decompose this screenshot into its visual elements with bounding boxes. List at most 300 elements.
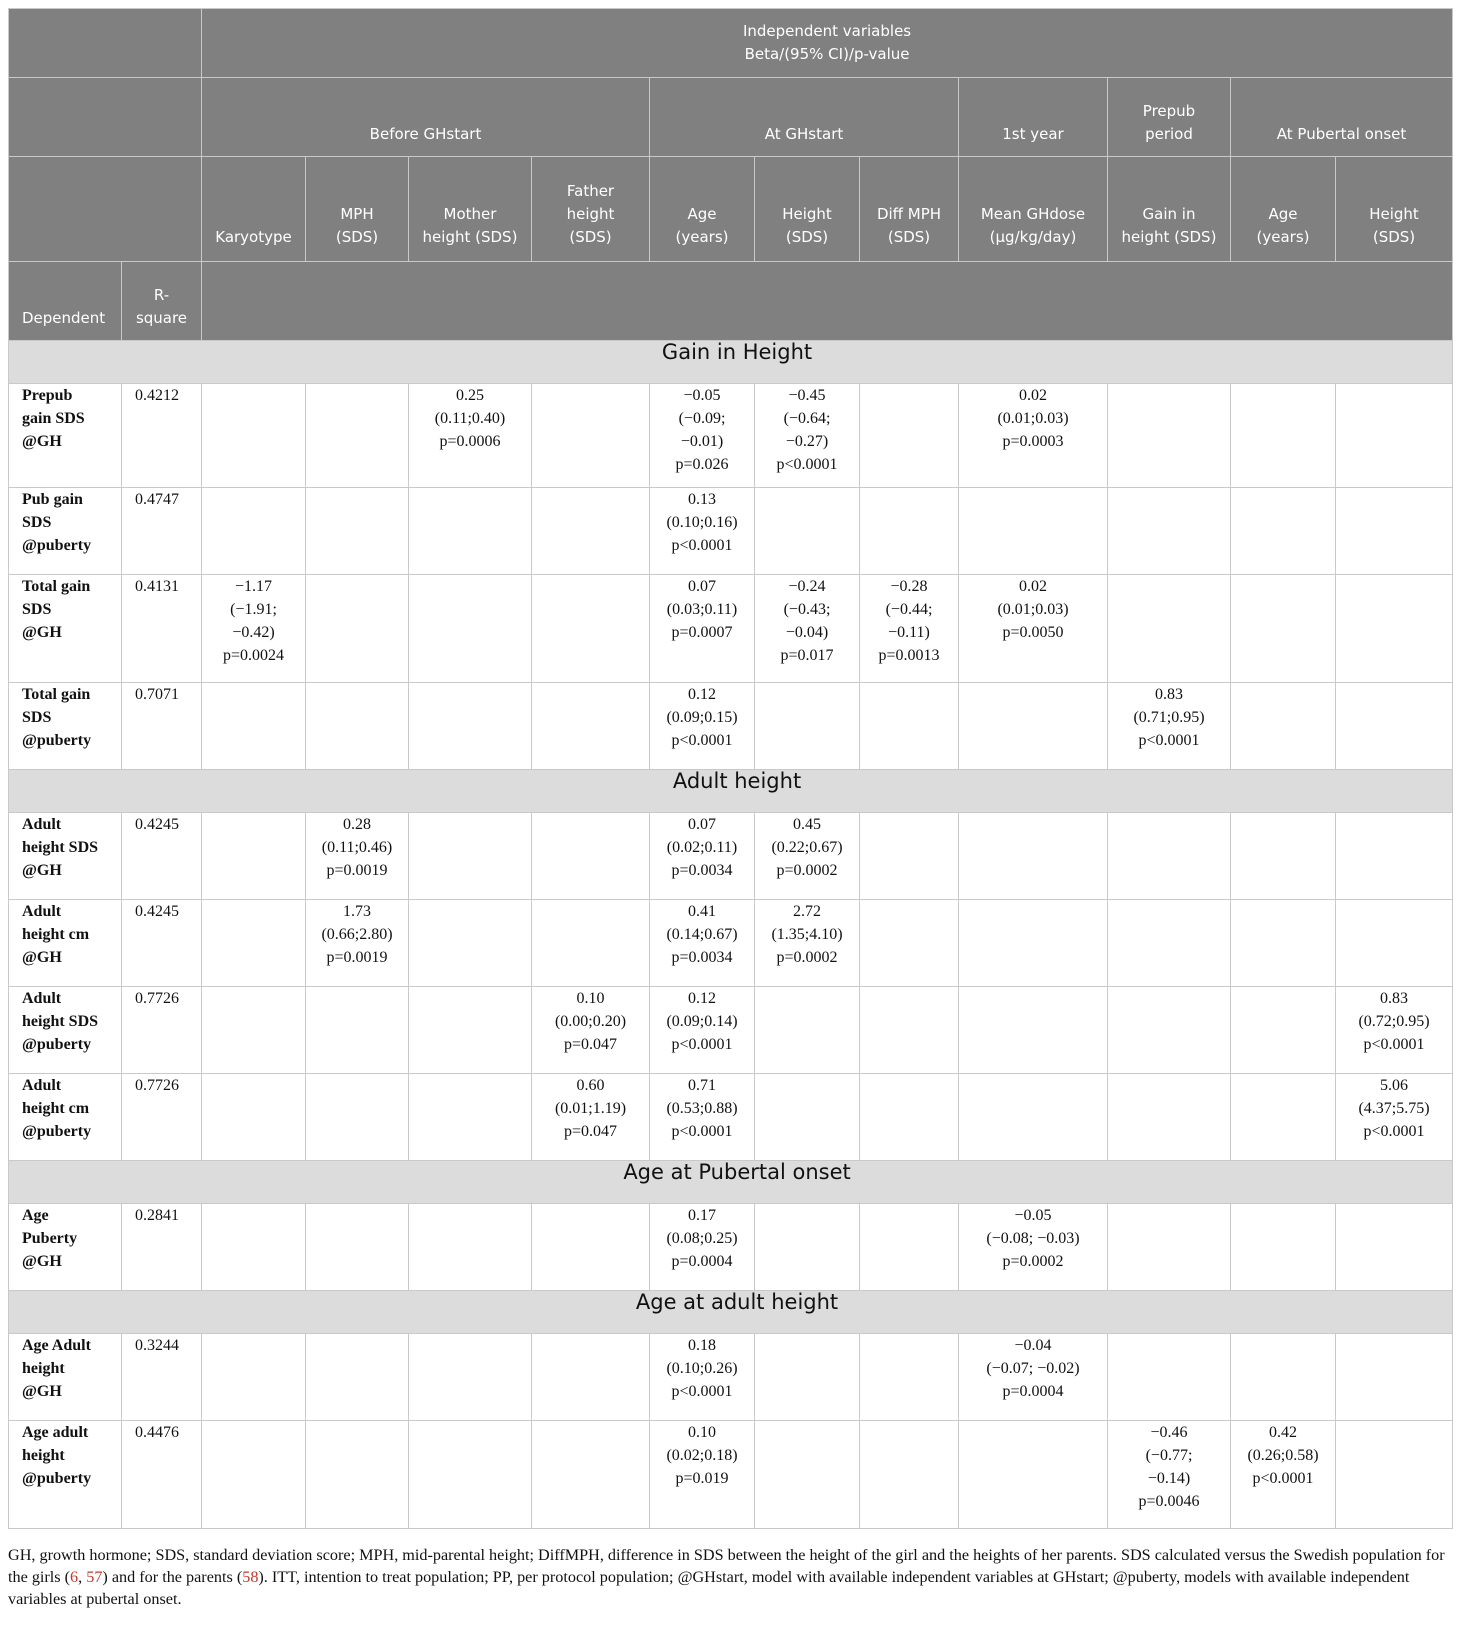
value-line: 0.18 (688, 1337, 716, 1354)
dependent-line: @puberty (22, 537, 92, 554)
col-father-height (532, 157, 650, 262)
regression-table (8, 8, 1453, 1529)
value-cell (306, 384, 409, 488)
ref-link[interactable]: 6 (70, 1568, 79, 1586)
value-cell (409, 900, 532, 987)
value-line: (0.10;0.16) (666, 514, 738, 531)
value-cell (860, 1074, 959, 1161)
value-cell (1336, 1334, 1453, 1421)
value-cell (959, 1334, 1108, 1421)
col-diff-mph (860, 157, 959, 262)
value-line: −0.05 (1014, 1207, 1052, 1224)
value-cell (409, 987, 532, 1074)
column-label-line: (µg/kg/day) (989, 228, 1077, 246)
value-cell (959, 813, 1108, 900)
value-cell (1336, 900, 1453, 987)
value-line: p=0.0007 (671, 624, 733, 641)
value-line: −0.05 (683, 387, 721, 404)
value-line: (0.03;0.11) (666, 601, 738, 618)
value-cell (1336, 683, 1453, 770)
value-line: (0.72;0.95) (1358, 1013, 1430, 1030)
dependent-line: Adult (22, 903, 62, 920)
value-cell (1231, 813, 1336, 900)
dependent-line: @puberty (22, 1470, 92, 1487)
value-cell (860, 1334, 959, 1421)
rsquare-cell: 0.2841 (122, 1204, 202, 1291)
value-cell (755, 1204, 860, 1291)
group-before-gh: Before GHstart (202, 78, 650, 157)
value-cell (409, 1334, 532, 1421)
value-cell (959, 384, 1108, 488)
value-line: −1.17 (234, 578, 273, 595)
value-line: p=0.0046 (1138, 1493, 1200, 1510)
value-cell (1231, 1421, 1336, 1529)
col-age-gh (650, 157, 755, 262)
column-label-line: Age (1268, 205, 1298, 223)
value-cell (202, 1074, 306, 1161)
ref-link[interactable]: 58 (242, 1568, 259, 1586)
value-line: p=0.019 (675, 1470, 729, 1487)
dependent-cell (9, 1334, 122, 1421)
dependent-line: SDS (22, 601, 52, 618)
value-cell (532, 900, 650, 987)
value-line: −0.04) (785, 624, 829, 641)
dependent-line: SDS (22, 514, 52, 531)
value-line: (0.22;0.67) (771, 839, 843, 856)
value-line: (0.09;0.15) (666, 709, 738, 726)
table-row (9, 683, 1453, 770)
value-cell (1231, 1334, 1336, 1421)
dependent-line: Age (22, 1207, 49, 1224)
col-karyotype (202, 157, 306, 262)
table-row (9, 1421, 1453, 1529)
rsquare-cell: 0.4747 (122, 488, 202, 575)
section-title: Gain in Height (9, 341, 1453, 384)
value-cell (532, 813, 650, 900)
value-line: −0.45 (788, 387, 826, 404)
column-label-line: (SDS) (887, 228, 931, 246)
group-at-gh: At GHstart (650, 78, 959, 157)
value-cell (409, 683, 532, 770)
table-row (9, 1074, 1453, 1161)
dependent-line: @GH (22, 433, 62, 450)
column-label-line: Height (782, 205, 832, 223)
col-mother-height (409, 157, 532, 262)
value-line: (1.35;4.10) (771, 926, 843, 943)
value-cell (409, 384, 532, 488)
dependent-cell (9, 384, 122, 488)
ref-link[interactable]: 57 (86, 1568, 103, 1586)
value-line: p=0.0024 (222, 647, 285, 664)
dependent-cell (9, 1074, 122, 1161)
value-line: 0.13 (688, 491, 716, 508)
value-line: (0.09;0.14) (666, 1013, 738, 1030)
col-height-gh (755, 157, 860, 262)
value-cell (1231, 1074, 1336, 1161)
value-cell (202, 384, 306, 488)
rsquare-cell: 0.4245 (122, 813, 202, 900)
value-cell (202, 900, 306, 987)
value-cell (1108, 683, 1231, 770)
table-row (9, 1204, 1453, 1291)
dependent-line: @GH (22, 1383, 62, 1400)
value-cell (1231, 488, 1336, 575)
value-cell (532, 1334, 650, 1421)
value-cell (755, 575, 860, 683)
value-cell (959, 488, 1108, 575)
value-line: 5.06 (1380, 1077, 1409, 1094)
value-line: p=0.0013 (878, 647, 940, 664)
value-cell (1108, 575, 1231, 683)
dependent-line: @GH (22, 624, 62, 641)
value-cell (860, 813, 959, 900)
dependent-line: Adult (22, 990, 62, 1007)
value-cell (650, 488, 755, 575)
value-cell (1231, 1204, 1336, 1291)
value-cell (959, 1421, 1108, 1529)
value-cell (409, 1074, 532, 1161)
value-line: 0.10 (688, 1424, 716, 1441)
value-line: 0.45 (793, 816, 821, 833)
dependent-line: @puberty (22, 732, 92, 749)
independent-title: Independent variables (742, 22, 912, 40)
dependent-line: @GH (22, 862, 62, 879)
value-cell (306, 488, 409, 575)
dependent-cell (9, 575, 122, 683)
value-cell (532, 987, 650, 1074)
col-gh-dose (959, 157, 1108, 262)
value-cell (959, 683, 1108, 770)
value-cell (860, 575, 959, 683)
value-cell (1108, 1204, 1231, 1291)
dependent-line: @puberty (22, 1123, 92, 1140)
value-line: p=0.0034 (671, 949, 733, 966)
value-line: 0.12 (688, 990, 716, 1007)
value-line: p=0.0003 (1002, 433, 1064, 450)
value-line: p<0.0001 (1252, 1470, 1314, 1487)
value-line: 0.42 (1269, 1424, 1297, 1441)
value-cell (959, 1204, 1108, 1291)
rsquare-cell: 0.7071 (122, 683, 202, 770)
value-cell (306, 900, 409, 987)
dependent-line: Age Adult (22, 1337, 91, 1354)
value-cell (306, 813, 409, 900)
value-line: p=0.0034 (671, 862, 733, 879)
value-line: 0.07 (688, 816, 716, 833)
group-prepub-line1: Prepub (1142, 102, 1196, 120)
value-line: p=0.0002 (776, 862, 838, 879)
value-line: 0.02 (1019, 578, 1047, 595)
table-row (9, 813, 1453, 900)
value-cell (1108, 1421, 1231, 1529)
dependent-line: Puberty (22, 1230, 78, 1247)
value-line: p<0.0001 (1363, 1123, 1425, 1140)
dependent-line: @GH (22, 949, 62, 966)
footnote-text-c: ). ITT, intention to treat population; PP, per protocol population; @GHstart, model with available independent variables at GHstart; @puberty, models with available independent variables at pubertal onset. (8, 1568, 1410, 1608)
dependent-line: height SDS (22, 1013, 99, 1030)
dependent-line: Adult (22, 1077, 62, 1094)
value-line: 1.73 (343, 903, 371, 920)
value-line: 0.41 (688, 903, 716, 920)
footnote-sep: , (78, 1568, 87, 1586)
value-line: p=0.017 (780, 647, 834, 664)
column-label-line: (SDS) (335, 228, 379, 246)
value-line: p<0.0001 (671, 1123, 733, 1140)
column-label-line: (SDS) (785, 228, 829, 246)
column-label-line: MPH (340, 205, 374, 223)
value-cell (650, 575, 755, 683)
col-mph (306, 157, 409, 262)
value-line: p=0.0050 (1002, 624, 1064, 641)
value-line: −0.01) (680, 433, 724, 450)
dependent-cell (9, 488, 122, 575)
value-cell (1231, 900, 1336, 987)
rsquare-cell: 0.7726 (122, 987, 202, 1074)
value-cell (755, 488, 860, 575)
dependent-cell (9, 813, 122, 900)
value-cell (860, 683, 959, 770)
value-cell (306, 575, 409, 683)
column-label-line: Father (566, 182, 615, 200)
rsquare-cell: 0.3244 (122, 1334, 202, 1421)
value-cell (532, 1074, 650, 1161)
value-line: (0.00;0.20) (554, 1013, 627, 1030)
value-cell (532, 384, 650, 488)
dependent-line: Total gain (22, 578, 91, 595)
value-cell (202, 987, 306, 1074)
value-line: (0.02;0.18) (666, 1447, 738, 1464)
value-cell (650, 1334, 755, 1421)
value-cell (1336, 384, 1453, 488)
value-cell (1108, 1334, 1231, 1421)
value-cell (1108, 384, 1231, 488)
header-corner-3 (9, 157, 202, 262)
value-line: 0.71 (688, 1077, 716, 1094)
value-cell (1108, 488, 1231, 575)
value-line: (0.11;0.40) (434, 410, 506, 427)
dependent-line: SDS (22, 709, 52, 726)
value-cell (306, 683, 409, 770)
dependent-line: @puberty (22, 1036, 92, 1053)
value-line: (0.02;0.11) (666, 839, 738, 856)
dependent-line: gain SDS (22, 410, 85, 427)
rsquare-cell: 0.4212 (122, 384, 202, 488)
value-cell (409, 1421, 532, 1529)
value-line: p=0.047 (563, 1036, 618, 1053)
column-label-line: Diff MPH (876, 205, 942, 223)
rsquare-line2: square (135, 309, 188, 327)
value-cell (1231, 683, 1336, 770)
value-cell (959, 900, 1108, 987)
value-line: p=0.0004 (671, 1253, 733, 1270)
value-line: (0.10;0.26) (666, 1360, 738, 1377)
dependent-line: height (22, 1360, 65, 1377)
value-cell (306, 987, 409, 1074)
value-line: 0.17 (688, 1207, 716, 1224)
value-cell (1108, 1074, 1231, 1161)
column-label-line: Gain in (1142, 205, 1196, 223)
value-cell (755, 987, 860, 1074)
dependent-line: Age adult (22, 1424, 89, 1441)
value-cell (1336, 1204, 1453, 1291)
value-cell (650, 384, 755, 488)
section-row (9, 1161, 1453, 1204)
value-line: −0.14) (1147, 1470, 1191, 1487)
value-cell (532, 1204, 650, 1291)
column-label-line: Mother (443, 205, 497, 223)
value-line: (−0.64; (783, 410, 831, 427)
value-cell (755, 1074, 860, 1161)
dependent-cell (9, 683, 122, 770)
value-line: (−0.07; −0.02) (986, 1360, 1080, 1377)
value-cell (650, 1204, 755, 1291)
value-line: 0.12 (688, 686, 716, 703)
table-row (9, 384, 1453, 488)
value-line: (0.53;0.88) (666, 1100, 738, 1117)
value-line: (−0.09; (678, 410, 726, 427)
value-cell (860, 1421, 959, 1529)
value-cell (860, 1204, 959, 1291)
column-label-line: (years) (675, 228, 729, 246)
col-age-pub (1231, 157, 1336, 262)
column-label-line: (SDS) (1372, 228, 1416, 246)
value-line: −0.11) (888, 624, 930, 641)
column-label-line: height (SDS) (422, 228, 518, 246)
table-container (8, 8, 1452, 1529)
value-cell (202, 488, 306, 575)
value-line: (−0.77; (1145, 1447, 1193, 1464)
value-cell (755, 900, 860, 987)
value-line: p=0.0019 (326, 949, 388, 966)
rsquare-cell: 0.7726 (122, 1074, 202, 1161)
value-line: p<0.0001 (1363, 1036, 1425, 1053)
value-line: −0.24 (788, 578, 826, 595)
value-cell (650, 1421, 755, 1529)
value-line: 2.72 (793, 903, 821, 920)
value-cell (860, 488, 959, 575)
value-line: 0.83 (1380, 990, 1409, 1007)
value-cell (755, 1334, 860, 1421)
dependent-cell (9, 987, 122, 1074)
value-cell (532, 488, 650, 575)
section-title: Age at Pubertal onset (9, 1161, 1453, 1204)
independent-subtitle: Beta/(95% CI)/p-value (744, 45, 910, 63)
col-rsquare (122, 262, 202, 341)
value-cell (650, 1074, 755, 1161)
value-cell (532, 1421, 650, 1529)
column-label-line: Karyotype (215, 228, 292, 246)
value-line: (−1.91; (230, 601, 277, 618)
group-first-year: 1st year (959, 78, 1108, 157)
rsquare-cell: 0.4245 (122, 900, 202, 987)
independent-variables-header (202, 9, 1453, 78)
value-line: p<0.0001 (671, 1036, 733, 1053)
value-cell (755, 683, 860, 770)
value-line: (0.71;0.95) (1133, 709, 1205, 726)
table-row (9, 900, 1453, 987)
value-cell (959, 575, 1108, 683)
value-line: 0.10 (576, 990, 605, 1007)
value-line: 0.02 (1019, 387, 1047, 404)
value-cell (202, 1204, 306, 1291)
dependent-line: Adult (22, 816, 62, 833)
value-cell (650, 683, 755, 770)
value-line: (0.01;0.03) (997, 601, 1069, 618)
value-line: (−0.43; (783, 601, 831, 618)
value-line: p=0.0002 (776, 949, 838, 966)
value-line: 0.28 (343, 816, 371, 833)
value-line: −0.46 (1150, 1424, 1188, 1441)
value-line: p=0.047 (563, 1123, 618, 1140)
value-cell (1231, 575, 1336, 683)
header-blank (202, 262, 1453, 341)
col-height-pub (1336, 157, 1453, 262)
value-cell (860, 900, 959, 987)
value-line: (4.37;5.75) (1358, 1100, 1430, 1117)
value-cell (1336, 813, 1453, 900)
value-cell (860, 384, 959, 488)
dependent-line: Prepub (22, 387, 73, 404)
value-cell (202, 1421, 306, 1529)
dependent-line: height cm (22, 1100, 90, 1117)
value-line: 0.83 (1155, 686, 1183, 703)
value-cell (959, 987, 1108, 1074)
dependent-cell (9, 1421, 122, 1529)
column-label-line: Age (687, 205, 717, 223)
value-cell (650, 900, 755, 987)
header-corner (9, 9, 202, 78)
value-cell (755, 1421, 860, 1529)
value-cell (306, 1334, 409, 1421)
value-cell (202, 813, 306, 900)
value-cell (202, 1334, 306, 1421)
group-pubertal-onset: At Pubertal onset (1231, 78, 1453, 157)
value-cell (532, 575, 650, 683)
dependent-line: Pub gain (22, 491, 83, 508)
value-cell (532, 683, 650, 770)
value-line: p<0.0001 (671, 1383, 733, 1400)
section-title: Age at adult height (9, 1291, 1453, 1334)
value-line: 0.25 (456, 387, 484, 404)
value-cell (650, 813, 755, 900)
value-line: p=0.0002 (1002, 1253, 1064, 1270)
column-label-line: (SDS) (569, 228, 612, 246)
value-cell (1336, 987, 1453, 1074)
dependent-line: height (22, 1447, 65, 1464)
table-footnote (8, 1544, 1452, 1610)
value-cell (959, 1074, 1108, 1161)
value-line: (0.66;2.80) (321, 926, 393, 943)
value-line: (0.01;0.03) (997, 410, 1069, 427)
section-row (9, 341, 1453, 384)
value-line: p<0.0001 (671, 537, 733, 554)
value-cell (1336, 488, 1453, 575)
column-label-line: (years) (1256, 228, 1310, 246)
dependent-line: Total gain (22, 686, 91, 703)
value-cell (1108, 987, 1231, 1074)
dependent-line: height SDS (22, 839, 99, 856)
value-cell (1231, 987, 1336, 1074)
value-line: 0.07 (688, 578, 716, 595)
table-row (9, 987, 1453, 1074)
rsquare-cell: 0.4476 (122, 1421, 202, 1529)
value-cell (755, 384, 860, 488)
column-label-line: height (566, 205, 615, 223)
section-row (9, 1291, 1453, 1334)
value-line: p=0.026 (675, 456, 729, 473)
value-line: 0.60 (576, 1077, 605, 1094)
value-cell (1108, 900, 1231, 987)
